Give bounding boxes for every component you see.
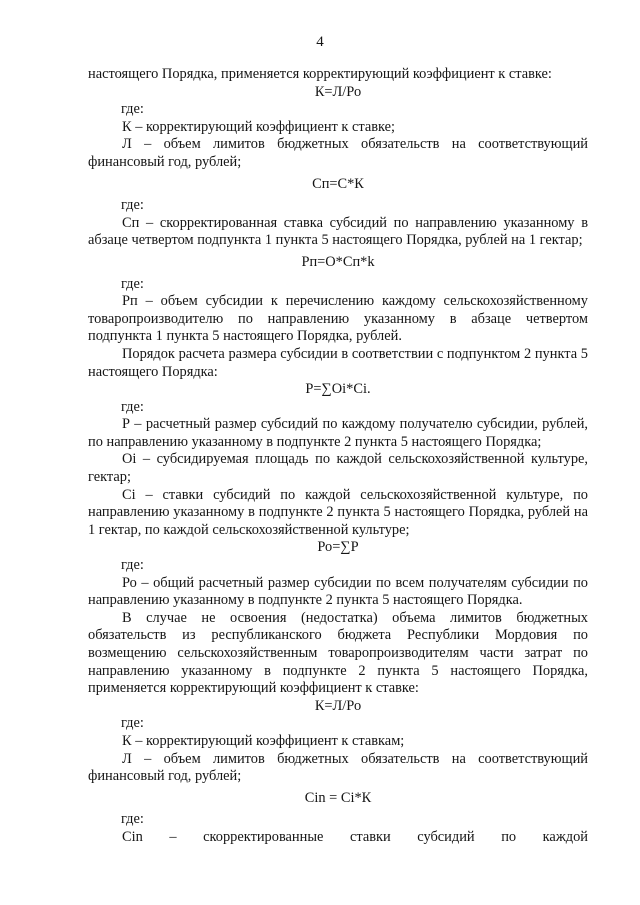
where-label: где: (121, 275, 144, 292)
paragraph: Сп – скорректированная ставка субсидий по направлению указанному в абзаце четвертом подпункта 1 пункта 5 настоящего Порядка, рублей на 1 гектар; (88, 214, 588, 249)
formula: Р=∑Оi*Сi. (305, 381, 371, 398)
where-label: где: (121, 715, 144, 732)
where-label: где: (121, 811, 144, 828)
page-number: 4 (316, 34, 324, 50)
formula: К=Л/Ро (314, 83, 362, 100)
paragraph: Р – расчетный размер субсидий по каждому получателю субсидии, рублей, по направлению указанному в подпункте 2 пункта 5 настоящего Порядка; (88, 416, 588, 450)
where-label: где: (121, 101, 144, 118)
formula: Сп=С*К (312, 175, 364, 192)
formula: К=Л/Ро (314, 697, 362, 714)
document-body (88, 66, 588, 847)
formula: Рп=О*Сп*k (301, 253, 375, 270)
paragraph: К – корректирующий коэффициент к ставкам; (122, 732, 405, 749)
paragraph: Л – объем лимитов бюджетных обязательств на соответствующий финансовый год, рублей; (88, 136, 588, 170)
paragraph: Сi – ставки субсидий по каждой сельскохозяйственной культуре, по направлению указанному в подпункте 2 пункта 5 настоящего Порядка, рублей на 1 гектар, по каждой сельскохозяйственной культуре; (88, 486, 588, 538)
paragraph: Оi – субсидируемая площадь по каждой сельскохозяйственной культуре, гектар; (88, 451, 588, 486)
paragraph: Ро – общий расчетный размер субсидии по всем получателям субсидии по направлению указанному в подпункте 2 пункта 5 настоящего Порядка. (88, 574, 588, 609)
paragraph: Сin – скорректированные ставки субсидий по каждой (122, 828, 588, 845)
paragraph: Рп – объем субсидии к перечислению каждому сельскохозяйственному товаропроизводителю по направлению указанному в абзаце четвертом подпункта 1 пункта 5 настоящего Порядка, рублей. (88, 293, 588, 345)
paragraph: В случае не освоения (недостатка) объема лимитов бюджетных обязательств из республиканского бюджета Республики Мордовия по возмещению сельскохозяйственным товаропроизводителям части затрат по направлению указанному в подпункте 2 пункта 5 настоящего Порядка, применяется корректирующий коэффициент к ставке: (88, 609, 588, 697)
where-label: где: (121, 557, 144, 574)
formula: Ро=∑Р (317, 539, 359, 556)
paragraph: Порядок расчета размера субсидии в соответствии с подпунктом 2 пункта 5 настоящего Порядка: (88, 345, 588, 380)
where-label: где: (121, 398, 144, 415)
paragraph: настоящего Порядка, применяется корректирующий коэффициент к ставке: (88, 66, 552, 82)
formula: Сin = Сi*К (304, 789, 372, 806)
where-label: где: (121, 197, 144, 214)
paragraph: К – корректирующий коэффициент к ставке; (122, 118, 396, 135)
paragraph: Л – объем лимитов бюджетных обязательств на соответствующий финансовый год, рублей; (88, 750, 588, 785)
